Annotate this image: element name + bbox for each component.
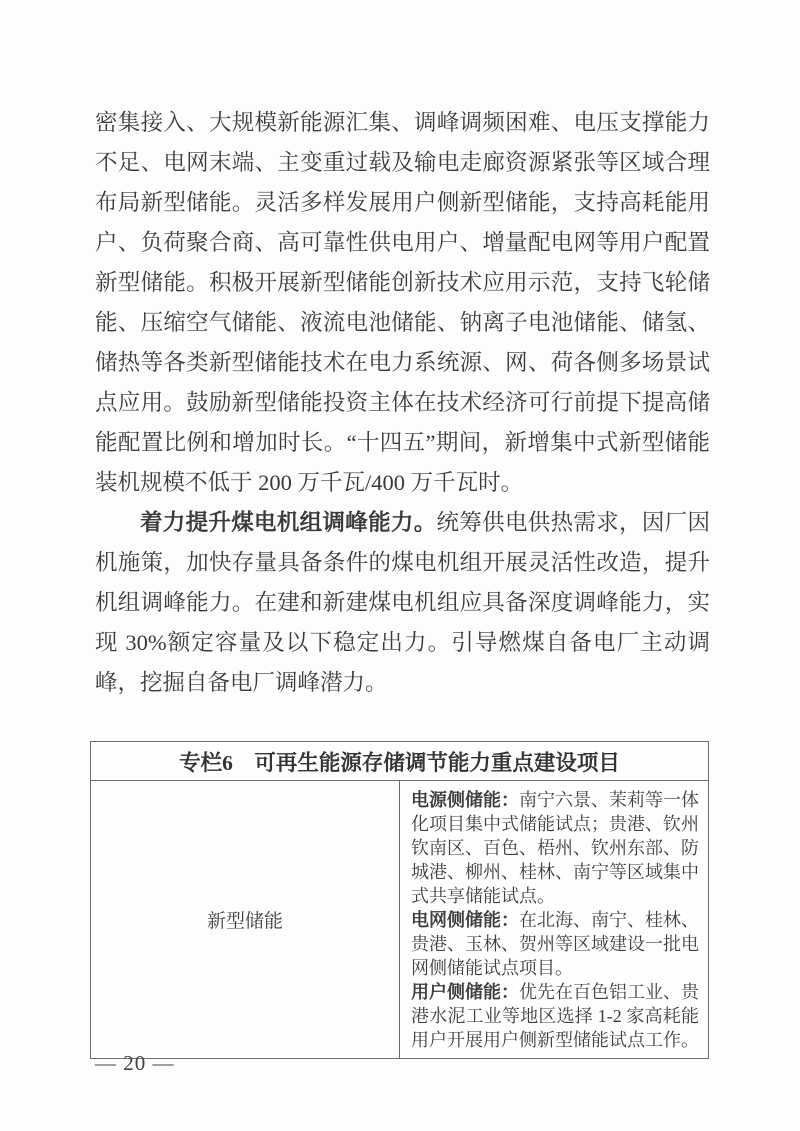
panel-title-row	[91, 742, 709, 781]
panel-title: 专栏6 可再生能源存储调节能力重点建设项目	[91, 742, 709, 781]
panel-details-cell	[400, 781, 709, 1059]
panel-entry-text: 南宁六景、茉莉等一体化项目集中式储能试点；贵港、钦州钦南区、百色、梧州、钦州东部、防城港、柳州、桂林、南宁等区域集中式共享储能试点。	[411, 790, 699, 906]
panel-box-6	[90, 741, 709, 1059]
body-text-block	[95, 103, 710, 703]
panel-entry-label: 电源侧储能：	[411, 790, 519, 810]
panel-body-row	[91, 781, 709, 1059]
panel-entry-grid-side	[411, 908, 699, 980]
panel-entry-text: 优先在百色铝工业、贵港水泥工业等地区选择 1-2 家高耗能用户开展用户侧新型储能试点工作。	[411, 982, 699, 1050]
panel-entry-user-side	[411, 980, 699, 1052]
panel-entry-power-side	[411, 788, 699, 908]
page-number: — 20 —	[95, 1051, 175, 1075]
panel-entry-label: 用户侧储能：	[411, 982, 519, 1002]
panel-entry-text: 在北海、南宁、桂林、贵港、玉林、贺州等区域建设一批电网侧储能试点项目。	[411, 910, 699, 978]
paragraph-coal-peak	[95, 503, 710, 703]
paragraph-continued	[95, 103, 710, 503]
panel-category-cell: 新型储能	[91, 781, 400, 1059]
paragraph-text: 密集接入、大规模新能源汇集、调峰调频困难、电压支撑能力不足、电网末端、主变重过载及输电走廊资源紧张等区域合理布局新型储能。灵活多样发展用户侧新型储能，支持高耗能用户、负荷聚合商、高可靠性供电用户、增量配电网等用户配置新型储能。积极开展新型储能创新技术应用示范，支持飞轮储能、压缩空气储能、液流电池储能、钠离子电池储能、储氢、储热等各类新型储能技术在电力系统源、网、荷各侧多场景试点应用。鼓励新型储能投资主体在技术经济可行前提下提高储能配置比例和增加时长。“十四五”期间，新增集中式新型储能装机规模不低于 200 万千瓦/400 万千瓦时。	[95, 110, 710, 495]
paragraph-text: 统筹供电供热需求，因厂因机施策，加快存量具备条件的煤电机组开展灵活性改造，提升机组调峰能力。在建和新建煤电机组应具备深度调峰能力，实现 30%额定容量及以下稳定出力。引导燃煤自备电厂主动调峰，挖掘自备电厂调峰潜力。	[95, 510, 710, 695]
paragraph-lead-bold: 着力提升煤电机组调峰能力。	[140, 510, 437, 535]
panel-entry-label: 电网侧储能：	[411, 910, 519, 930]
